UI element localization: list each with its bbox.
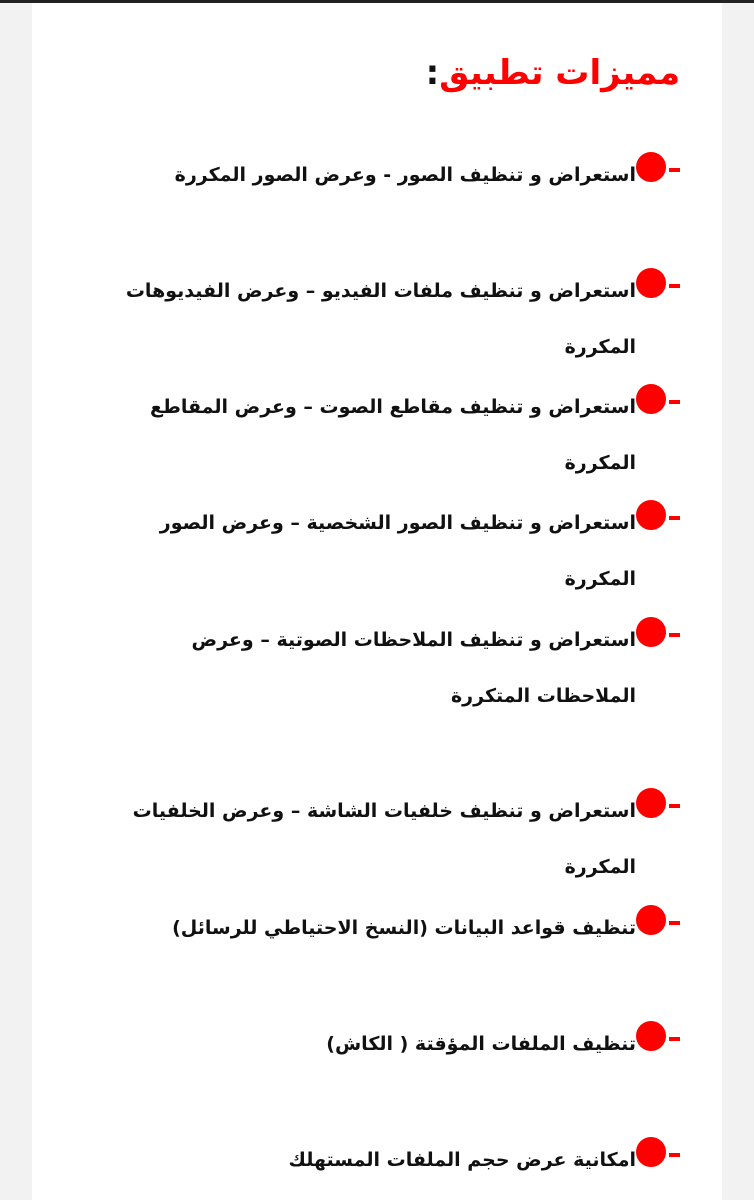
feature-text: استعراض و تنظيف خلفيات الشاشة – وعرض الخلفيات المكررة [132,800,636,878]
feature-text: استعراض و تنظيف الصور - وعرض الصور المكررة [174,164,636,186]
feature-text: استعراض و تنظيف مقاطع الصوت – وعرض المقاطع المكررة [149,396,636,474]
feature-item [101,263,680,375]
red-dot-bullet-icon [636,1021,680,1051]
red-dot-bullet-icon [636,384,680,414]
feature-text: استعراض و تنظيف الصور الشخصية – وعرض الصور المكررة [159,512,636,590]
feature-item [101,1016,680,1072]
feature-text: تنظيف الملفات المؤقتة ( الكاش) [326,1033,636,1055]
red-dot-bullet-icon [636,905,680,935]
feature-item [101,147,680,203]
feature-item [101,495,680,607]
red-dot-bullet-icon [636,500,680,530]
feature-text: تنظيف قواعد البيانات (النسخ الاحتياطي للرسائل) [172,917,636,939]
red-dot-bullet-icon [636,617,680,647]
content-card [32,3,722,1200]
page-title-colon: : [425,52,440,93]
red-dot-bullet-icon [636,1137,680,1167]
feature-text: استعراض و تنظيف الملاحظات الصوتية – وعرض الملاحظات المتكررة [191,629,636,707]
feature-item [101,1132,680,1188]
red-dot-bullet-icon [636,152,680,182]
red-dot-bullet-icon [636,788,680,818]
feature-text: امكانية عرض حجم الملفات المستهلك [288,1149,636,1171]
feature-item [101,900,680,956]
feature-item [101,783,680,895]
page-title-text: مميزات تطبيق [439,52,680,93]
page-title [426,46,680,100]
feature-text: استعراض و تنظيف ملفات الفيديو – وعرض الفيديوهات المكررة [125,280,636,358]
feature-item [101,379,680,491]
feature-item [101,612,680,724]
red-dot-bullet-icon [636,268,680,298]
